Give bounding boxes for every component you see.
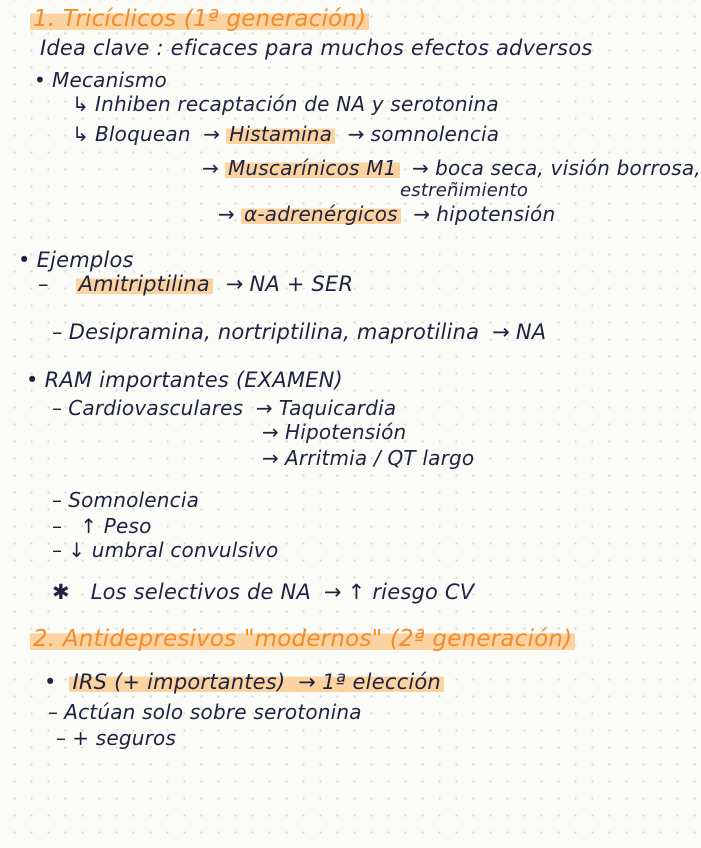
somnolencia2-row — [52, 488, 199, 512]
inhiben-text: Inhiben recaptación de NA y serotonina — [94, 92, 499, 116]
arrow-right-icon: → — [412, 156, 430, 180]
alfa-row — [212, 202, 555, 226]
amitriptilina-target: NA + SER — [249, 272, 354, 296]
arritmia-text: Arritmia / QT largo — [284, 446, 475, 470]
bullet-icon: • — [34, 68, 46, 92]
bloquean-text: Bloquean — [94, 122, 191, 146]
arrow-right-icon: → — [323, 580, 342, 604]
selectivos-text: Los selectivos de NA — [90, 580, 311, 604]
arrow-right-icon: → — [225, 272, 244, 296]
muscarinicos-row — [196, 156, 701, 180]
mecanismo-text: Mecanismo — [52, 68, 167, 92]
dash-icon: – — [52, 488, 63, 512]
umbral-text: ↓ umbral convulsivo — [68, 538, 279, 562]
hipotension2-text: Hipotensión — [284, 420, 407, 444]
muscarinicos-text: Muscarínicos M1 — [225, 156, 400, 180]
arrow-right-icon: → — [218, 202, 235, 226]
ram-text: RAM importantes (EXAMEN) — [44, 368, 343, 392]
ejemplos-text: Ejemplos — [36, 248, 134, 272]
peso-row — [52, 514, 152, 538]
peso-text: ↑ Peso — [80, 514, 152, 538]
irs-row — [44, 670, 444, 694]
irs-highlight — [69, 670, 443, 694]
section-2-title-text: 2. Antidepresivos "modernos" (2ª generación) — [30, 626, 575, 652]
ram-label — [26, 368, 343, 392]
bullet-icon: • — [44, 670, 57, 694]
dash-icon: – — [52, 396, 63, 420]
dash-icon: – — [38, 272, 49, 296]
amitriptilina-text: Amitriptilina — [76, 272, 213, 296]
sub-arrow-icon: ↳ — [72, 92, 89, 116]
alfa-text: α-adrenérgicos — [241, 202, 401, 226]
cardiovasculares-text: Cardiovasculares — [68, 396, 244, 420]
mecanismo-bloquean — [66, 122, 499, 146]
bullet-icon: • — [26, 368, 39, 392]
actuan-text: Actúan solo sobre serotonina — [64, 700, 362, 724]
arrow-right-icon: → — [298, 670, 317, 694]
dash-icon: – — [52, 514, 63, 538]
somnolencia-text: somnolencia — [370, 122, 500, 146]
dash-icon: – — [52, 320, 63, 344]
seguros-text: + seguros — [72, 726, 177, 750]
taquicardia-text: Taquicardia — [278, 396, 397, 420]
arrow-right-icon: → — [347, 122, 365, 146]
dash-icon: – — [48, 700, 59, 724]
arrow-right-icon: → — [413, 202, 431, 226]
arrow-right-icon: → — [202, 156, 219, 180]
arrow-right-icon: → — [262, 420, 279, 444]
somnolencia2-text: Somnolencia — [68, 488, 200, 512]
mecanismo-inhiben — [66, 92, 499, 116]
irs-text: IRS (+ importantes) — [72, 670, 286, 694]
section-1-title-text: 1. Tricíclicos (1ª generación) — [30, 6, 369, 32]
seguros-row — [56, 726, 176, 750]
arrow-right-icon: → — [492, 320, 510, 344]
boca-seca-text: boca seca, visión borrosa, — [435, 156, 701, 180]
hipotension2-row — [256, 420, 406, 444]
dash-icon: – — [52, 538, 63, 562]
sub-arrow-icon: ↳ — [72, 122, 89, 146]
dash-icon: – — [56, 726, 67, 750]
idea-clave: Idea clave : eficaces para muchos efectos adversos — [40, 36, 593, 60]
otros-ejemplos-row — [52, 320, 546, 344]
umbral-row — [52, 538, 278, 562]
selectivos-row — [52, 580, 474, 604]
asterisk-icon: ✱ — [52, 580, 70, 604]
riesgo-text: ↑ riesgo CV — [347, 580, 475, 604]
actuan-row — [48, 700, 362, 724]
arritmia-row — [256, 446, 474, 470]
histamina-text: Histamina — [226, 122, 335, 146]
otros-target: NA — [515, 320, 547, 344]
otros-ejemplos-text: Desipramina, nortriptilina, maprotilina — [68, 320, 480, 344]
arrow-right-icon: → — [203, 122, 221, 146]
estrenimiento: estreñimiento — [400, 180, 529, 201]
amitriptilina-row — [38, 272, 353, 296]
primera-eleccion-text: 1ª elección — [322, 670, 441, 694]
ejemplos-label — [18, 248, 134, 272]
section-2-title — [30, 626, 575, 652]
mecanismo-label — [34, 68, 167, 92]
arrow-right-icon: → — [262, 446, 279, 470]
section-1-title — [30, 6, 369, 32]
arrow-right-icon: → — [255, 396, 273, 420]
hipotension-text: hipotensión — [436, 202, 556, 226]
cardiovasculares-row — [52, 396, 396, 420]
bullet-icon: • — [18, 248, 31, 272]
